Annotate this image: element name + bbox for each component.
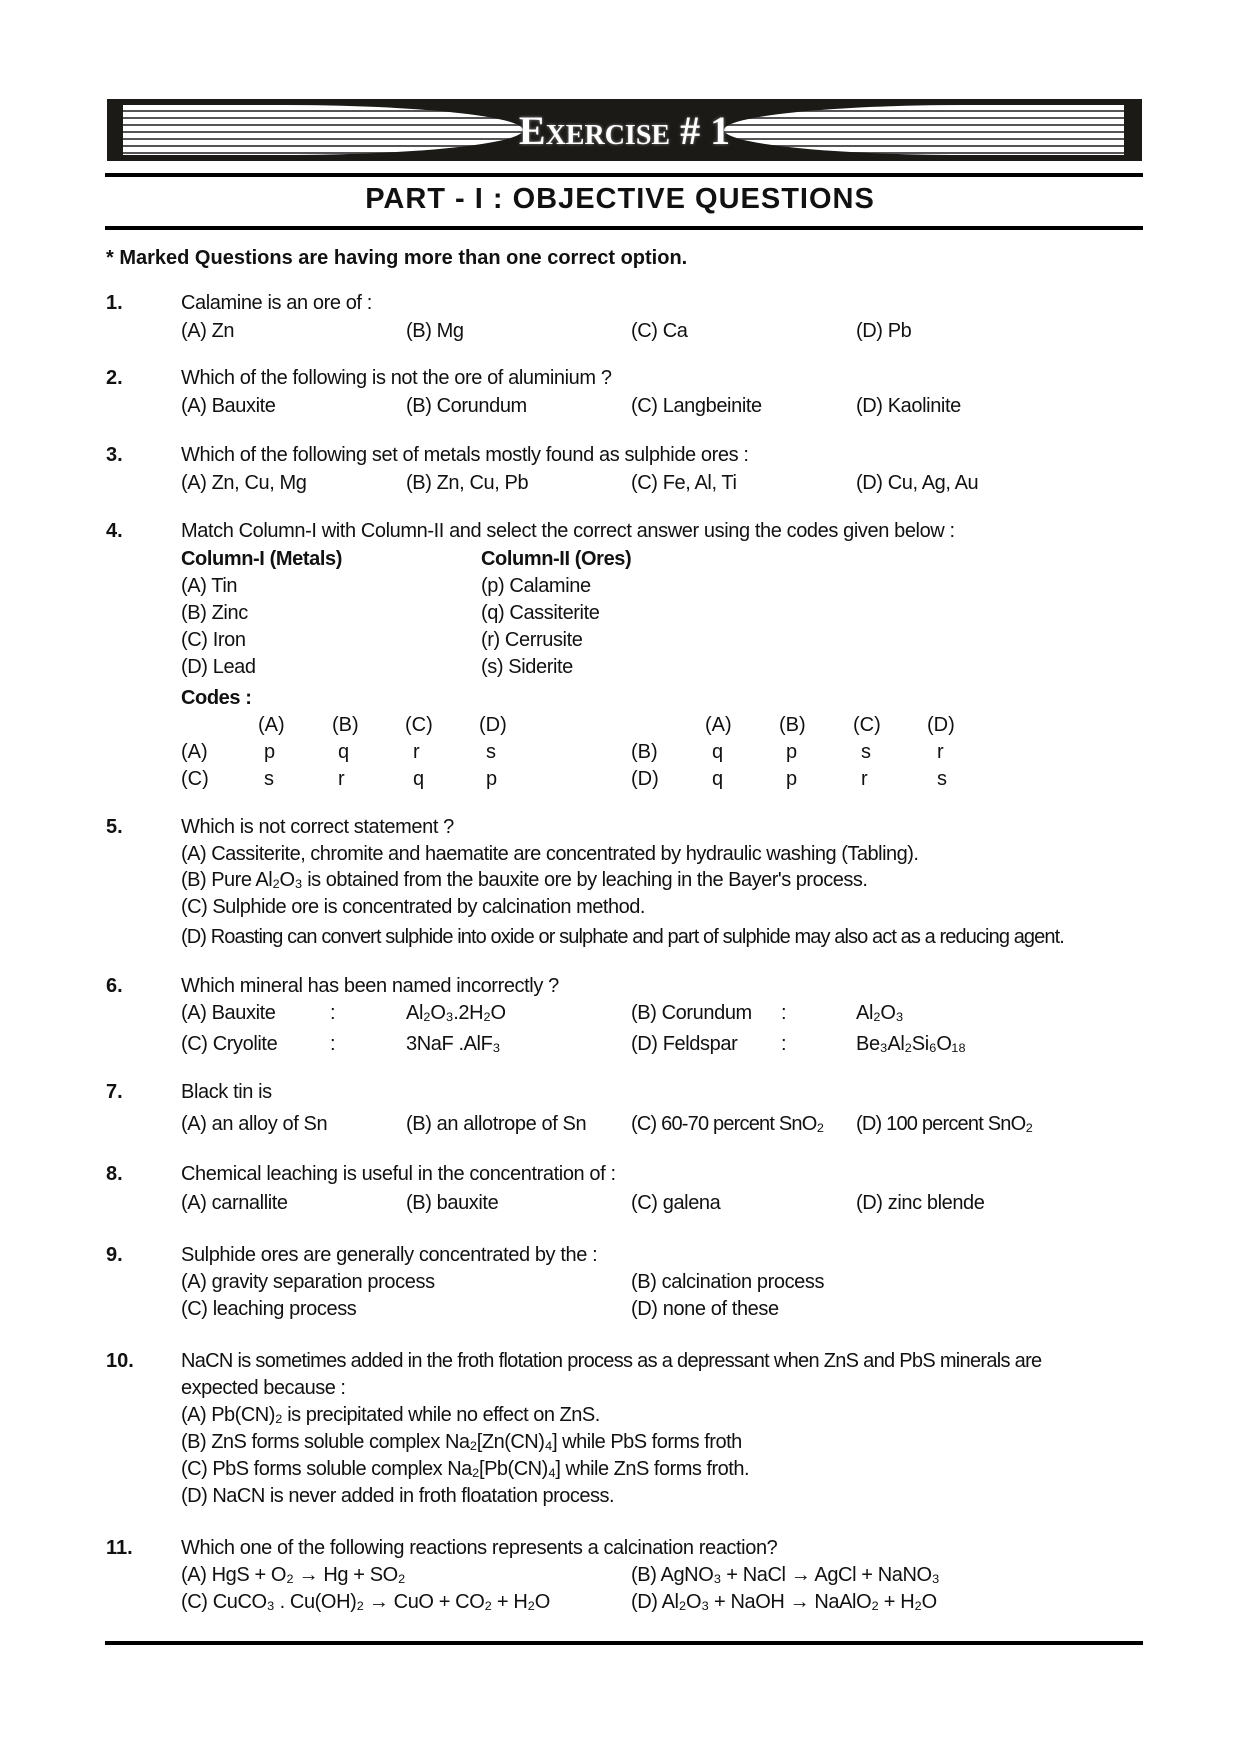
option-a[interactable]: (A) Bauxite (181, 1002, 276, 1024)
exercise-title: Exercise # 1 (518, 108, 731, 153)
option-d[interactable]: (D) Roasting can convert sulphide into oxide or sulphate and part of sulphide may also act as a reducing agent. (181, 926, 1064, 948)
option-d[interactable]: (D) none of these (631, 1298, 779, 1320)
question-text: Sulphide ores are generally concentrated by the : (181, 1244, 598, 1266)
option-a[interactable]: (A) HgS + O₂ → Hg + SO₂ (181, 1564, 406, 1586)
codes-label: Codes : (181, 687, 252, 709)
option-b[interactable]: (B) Mg (406, 320, 464, 342)
option-a[interactable]: (A) Cassiterite, chromite and haematite are concentrated by hydraulic washing (Tabling). (181, 843, 919, 865)
column-1-header: Column-I (Metals) (181, 548, 342, 570)
question-number: 8. (106, 1163, 123, 1185)
option-c[interactable]: (C) galena (631, 1192, 721, 1214)
option-b[interactable]: (B) bauxite (406, 1192, 499, 1214)
option-d[interactable]: (D) NaCN is never added in froth floatation process. (181, 1485, 615, 1507)
column-2-item: (s) Siderite (481, 656, 573, 678)
column-2-header: Column-II (Ores) (481, 548, 632, 570)
code-value: q (413, 768, 425, 790)
option-b[interactable]: (B) ZnS forms soluble complex Na₂[Zn(CN)₄] while PbS forms froth (181, 1431, 742, 1453)
column-1-item: (C) Iron (181, 629, 246, 651)
code-value: r (937, 741, 944, 763)
column-1-item: (A) Tin (181, 575, 238, 597)
formula: 3NaF .AlF₃ (406, 1033, 501, 1055)
code-option-d[interactable]: (D) (631, 768, 659, 790)
option-c[interactable]: (C) CuCO₃ . Cu(OH)₂ → CuO + CO₂ + H₂O (181, 1591, 550, 1613)
option-a[interactable]: (A) carnallite (181, 1192, 288, 1214)
question-number: 4. (106, 520, 123, 542)
option-b[interactable]: (B) AgNO₃ + NaCl → AgCl + NaNO₃ (631, 1564, 940, 1586)
code-header: (D) (927, 714, 955, 736)
question-number: 9. (106, 1244, 123, 1266)
code-value: p (786, 741, 798, 763)
option-c[interactable]: (C) PbS forms soluble complex Na₂[Pb(CN)₄] while ZnS forms froth. (181, 1458, 750, 1480)
code-value: q (338, 741, 350, 763)
column-1-item: (B) Zinc (181, 602, 248, 624)
code-value: q (712, 741, 724, 763)
code-value: s (861, 741, 871, 763)
option-d[interactable]: (D) Feldspar (631, 1033, 738, 1055)
question-text: Which of the following is not the ore of aluminium ? (181, 367, 612, 389)
question-text: Which of the following set of metals mostly found as sulphide ores : (181, 444, 749, 466)
code-option-a[interactable]: (A) (181, 741, 208, 763)
code-header: (C) (853, 714, 881, 736)
option-c[interactable]: (C) Langbeinite (631, 395, 762, 417)
code-value: q (712, 768, 724, 790)
option-d[interactable]: (D) Cu, Ag, Au (856, 472, 979, 494)
code-value: r (413, 741, 420, 763)
formula: Al₂O₃ (856, 1002, 904, 1024)
separator: : (781, 1002, 787, 1024)
code-header: (C) (405, 714, 433, 736)
separator: : (781, 1033, 787, 1055)
separator: : (330, 1033, 336, 1055)
code-header: (B) (779, 714, 806, 736)
code-value: r (861, 768, 868, 790)
code-value: p (264, 741, 276, 763)
option-c[interactable]: (C) 60-70 percent SnO₂ (631, 1113, 824, 1135)
part-title: PART - I : OBJECTIVE QUESTIONS (365, 183, 875, 215)
question-text-continued: expected because : (181, 1377, 346, 1399)
question-number: 10. (106, 1350, 134, 1372)
option-b[interactable]: (B) Zn, Cu, Pb (406, 472, 529, 494)
option-a[interactable]: (A) gravity separation process (181, 1271, 435, 1293)
option-a[interactable]: (A) Zn, Cu, Mg (181, 472, 307, 494)
question-text: Which is not correct statement ? (181, 816, 454, 838)
code-value: s (264, 768, 274, 790)
option-b[interactable]: (B) Corundum (406, 395, 527, 417)
option-a[interactable]: (A) Bauxite (181, 395, 276, 417)
option-b[interactable]: (B) calcination process (631, 1271, 825, 1293)
question-number: 2. (106, 367, 123, 389)
option-c[interactable]: (C) Cryolite (181, 1033, 278, 1055)
column-1-item: (D) Lead (181, 656, 256, 678)
code-value: p (486, 768, 498, 790)
question-number: 11. (106, 1537, 133, 1559)
option-a[interactable]: (A) Pb(CN)₂ is precipitated while no effect on ZnS. (181, 1404, 600, 1426)
option-c[interactable]: (C) leaching process (181, 1298, 357, 1320)
question-text: Which one of the following reactions represents a calcination reaction? (181, 1537, 778, 1559)
option-b[interactable]: (B) Corundum (631, 1002, 752, 1024)
code-value: p (786, 768, 798, 790)
option-d[interactable]: (D) Al₂O₃ + NaOH → NaAlO₂ + H₂O (631, 1591, 937, 1613)
divider-bottom (105, 1641, 1143, 1645)
option-d[interactable]: (D) zinc blende (856, 1192, 985, 1214)
formula: Al₂O₃.2H₂O (406, 1002, 506, 1024)
code-header: (D) (479, 714, 507, 736)
question-number: 7. (106, 1081, 123, 1103)
question-number: 3. (106, 444, 123, 466)
option-b[interactable]: (B) an allotrope of Sn (406, 1113, 587, 1135)
question-text: Chemical leaching is useful in the concentration of : (181, 1163, 616, 1185)
question-text: Black tin is (181, 1081, 272, 1103)
question-text: Calamine is an ore of : (181, 292, 372, 314)
option-d[interactable]: (D) 100 percent SnO₂ (856, 1113, 1033, 1135)
separator: : (330, 1002, 336, 1024)
marked-questions-note: * Marked Questions are having more than one correct option. (106, 247, 688, 269)
code-value: s (486, 741, 496, 763)
option-a[interactable]: (A) an alloy of Sn (181, 1113, 328, 1135)
option-d[interactable]: (D) Pb (856, 320, 912, 342)
question-number: 5. (106, 816, 123, 838)
option-c[interactable]: (C) Sulphide ore is concentrated by calcination method. (181, 896, 645, 918)
code-header: (B) (332, 714, 359, 736)
exercise-banner (107, 99, 1142, 161)
column-2-item: (p) Calamine (481, 575, 591, 597)
question-text: Which mineral has been named incorrectly ? (181, 975, 559, 997)
question-text: Match Column-I with Column-II and select the correct answer using the codes given below : (181, 520, 955, 542)
option-a[interactable]: (A) Zn (181, 320, 235, 342)
option-b[interactable]: (B) Pure Al₂O₃ is obtained from the bauxite ore by leaching in the Bayer's process. (181, 869, 868, 891)
code-header: (A) (705, 714, 732, 736)
question-text: NaCN is sometimes added in the froth flotation process as a depressant when ZnS and PbS minerals are (181, 1350, 1042, 1372)
code-option-b[interactable]: (B) (631, 741, 658, 763)
code-option-c[interactable]: (C) (181, 768, 209, 790)
column-2-item: (r) Cerrusite (481, 629, 583, 651)
formula: Be₃Al₂Si₆O₁₈ (856, 1033, 966, 1055)
column-2-item: (q) Cassiterite (481, 602, 600, 624)
divider-part (105, 226, 1143, 230)
question-number: 1. (106, 292, 123, 314)
option-d[interactable]: (D) Kaolinite (856, 395, 961, 417)
divider-top (105, 173, 1143, 177)
code-value: r (338, 768, 345, 790)
code-value: s (937, 768, 947, 790)
option-c[interactable]: (C) Fe, Al, Ti (631, 472, 737, 494)
code-header: (A) (258, 714, 285, 736)
option-c[interactable]: (C) Ca (631, 320, 688, 342)
question-number: 6. (106, 975, 123, 997)
